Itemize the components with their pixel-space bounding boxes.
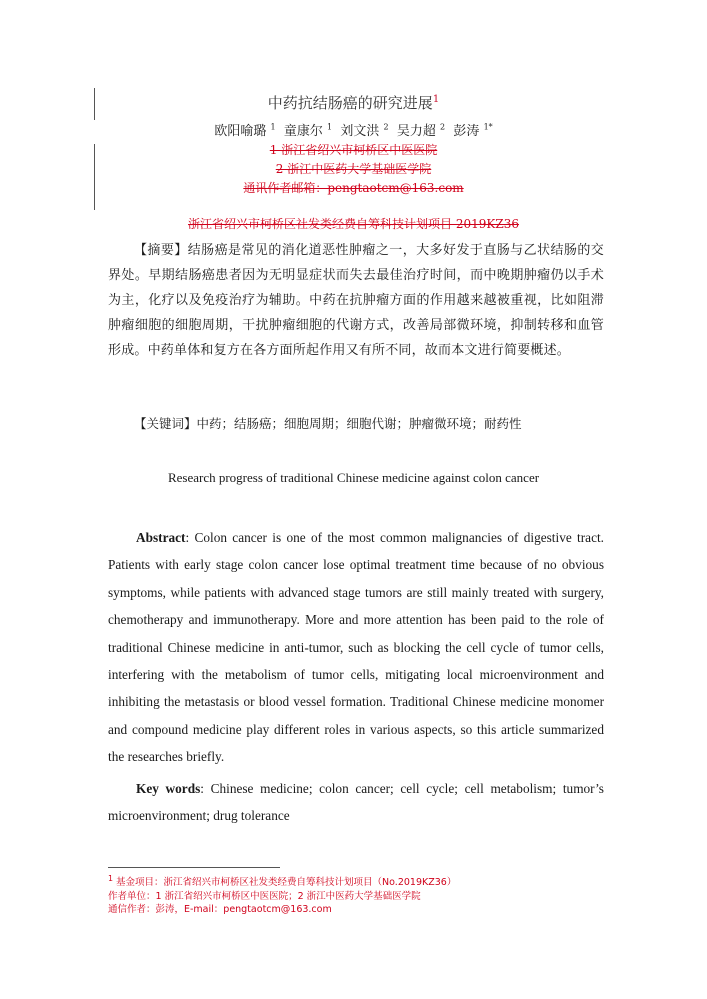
- english-abstract: [108, 524, 604, 771]
- cn-keywords-text: 中药；结肠癌；细胞周期；细胞代谢；肿瘤微环境；耐药性: [196, 416, 522, 431]
- en-keywords-text: : Chinese medicine; colon cancer; cell cycle; cell metabolism; tumor’s microenvironment; drug tolerance: [108, 781, 604, 824]
- en-keywords-label: Key words: [136, 781, 201, 796]
- footnote-funding: $^1$ 基金项目：浙江省绍兴市柯桥区社发类经费自筹科技计划项目（No.2019KZ36）: [108, 874, 457, 889]
- english-title: Research progress of traditional Chinese medicine against colon cancer: [167, 470, 540, 485]
- affiliation-2: 2 浙江中医药大学基础医学院: [275, 162, 432, 176]
- title-footnote-mark: 1: [432, 94, 440, 105]
- chinese-abstract: [108, 238, 604, 363]
- affiliation-1: 1 浙江省绍兴市柯桥区中医医院: [269, 143, 438, 157]
- author-list: 欧阳喻璐 $^1$ 童康尔 $^1$ 刘文洪 $^2$ 吴力超 $^2$ 彭涛 $^{1*}$: [214, 122, 493, 139]
- paper-title: 中药抗结肠癌的研究进展$^1$: [267, 94, 440, 112]
- cn-abstract-label: 【摘要】: [134, 243, 188, 258]
- english-keywords: [108, 775, 604, 830]
- cn-abstract-text: 结肠癌是常见的消化道恶性肿瘤之一，大多好发于直肠与乙状结肠的交界处。早期结肠癌患者因为无明显症状而失去最佳治疗时间，而中晚期肿瘤仍以手术为主，化疗以及免疫治疗为辅助。中药在抗肿瘤方面的作用越来越被重视，比如阻滞肿瘤细胞的细胞周期，干扰肿瘤细胞的代谢方式，改善局部微环境，抑制转移和血管形成。中药单体和复方在各方面所起作用又有所不同，故而本文进行简要概述。: [108, 243, 604, 358]
- footnote-affiliations: 作者单位：1 浙江省绍兴市柯桥区中医医院；2 浙江中医药大学基础医学院: [108, 890, 421, 902]
- cn-keywords-label: 【关键词】: [134, 416, 197, 431]
- footnotes: [108, 872, 588, 917]
- chinese-keywords: [108, 413, 604, 435]
- funding-line: 浙江省绍兴市柯桥区社发类经费自筹科技计划项目 2019KZ36: [188, 217, 519, 231]
- en-abstract-text: : Colon cancer is one of the most common malignancies of digestive tract. Patients with early stage colon cancer lose optimal treatment time because of no obvious symptoms, while patients with advanced stage tumors are still mainly treated with surgery, chemotherapy and immunotherapy. More and more attention has been paid to the role of traditional Chinese medicine in anti-tumor, such as blocking the cell cycle of tumor cells, interfering with the metabolism of tumor cells, mitigating local microenvironment and inhibiting the metastasis or blood vessel formation. Traditional Chinese medicine monomer and compound medicine play different roles in various aspects, so this article summarized the researches briefly.: [108, 530, 604, 765]
- corresponding-email: 通讯作者邮箱：pengtaotcm@163.com: [243, 181, 464, 195]
- footnote-corresponding: 通信作者：彭涛，E-mail：pengtaotcm@163.com: [108, 904, 332, 916]
- en-abstract-label: Abstract: [136, 530, 186, 545]
- footnote-separator: [108, 867, 280, 868]
